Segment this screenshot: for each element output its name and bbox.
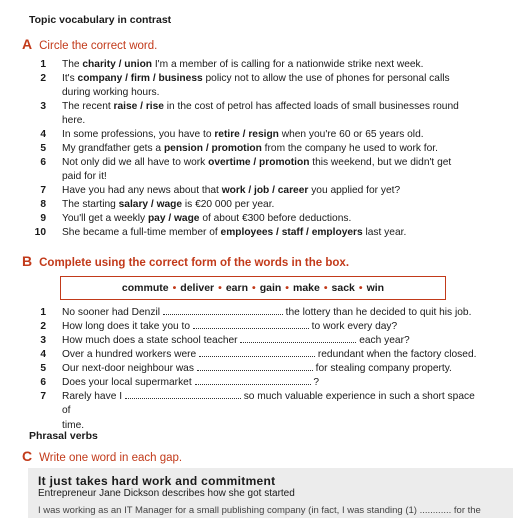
item-text[interactable]: Our next-door neighbour was for stealing company property. bbox=[62, 363, 452, 374]
answer-blank[interactable] bbox=[163, 306, 283, 315]
bullet-separator: • bbox=[218, 282, 222, 294]
item-number: 8 bbox=[40, 199, 46, 210]
item-text[interactable]: In some professions, you have to retire / resign when you're 60 or 65 years old. bbox=[62, 129, 424, 140]
section-a-letter: A bbox=[22, 36, 33, 52]
item-number: 5 bbox=[40, 363, 46, 374]
item-number: 9 bbox=[40, 213, 46, 224]
item-text[interactable]: The recent raise / rise in the cost of petrol has affected loads of small businesses round here. bbox=[62, 101, 459, 127]
item-number: 5 bbox=[40, 143, 46, 154]
answer-blank[interactable] bbox=[197, 362, 313, 371]
word-box bbox=[60, 276, 446, 300]
item-text[interactable]: No sooner had Denzil the lottery than he decided to quit his job. bbox=[62, 307, 472, 318]
word-box-word: make bbox=[292, 282, 320, 294]
item-text[interactable]: You'll get a weekly pay / wage of about €300 before deductions. bbox=[62, 213, 352, 224]
word-box-word: win bbox=[366, 282, 385, 294]
section-c-letter: C bbox=[22, 448, 33, 464]
article-panel bbox=[28, 468, 513, 518]
section-c-title bbox=[22, 448, 182, 464]
item-text[interactable]: It's company / firm / business policy not to allow the use of phones for personal calls during working hours. bbox=[62, 73, 450, 99]
item-number: 2 bbox=[40, 73, 46, 84]
section-c-instruction: Write one word in each gap. bbox=[39, 452, 183, 464]
item-number: 6 bbox=[40, 377, 46, 388]
item-text[interactable]: Have you had any news about that work / job / career you applied for yet? bbox=[62, 185, 401, 196]
item-text[interactable]: How long does it take you to to work every day? bbox=[62, 321, 398, 332]
item-number: 10 bbox=[34, 227, 46, 238]
answer-blank[interactable] bbox=[193, 320, 309, 329]
answer-blank[interactable] bbox=[125, 390, 241, 399]
item-number: 1 bbox=[40, 59, 46, 70]
item-text[interactable]: Does your local supermarket ? bbox=[62, 377, 319, 388]
item-text[interactable]: My grandfather gets a pension / promotion from the company he used to work for. bbox=[62, 143, 438, 154]
answer-blank[interactable] bbox=[195, 376, 311, 385]
phrasal-verbs-heading: Phrasal verbs bbox=[29, 430, 98, 442]
word-box-word: sack bbox=[331, 282, 355, 294]
word-box-word: deliver bbox=[180, 282, 215, 294]
bullet-separator: • bbox=[285, 282, 289, 294]
item-text[interactable]: The starting salary / wage is €20 000 per year. bbox=[62, 199, 275, 210]
item-text[interactable]: How much does a state school teacher each year? bbox=[62, 335, 410, 346]
item-number: 1 bbox=[40, 307, 46, 318]
item-text[interactable]: Over a hundred workers were redundant when the factory closed. bbox=[62, 349, 477, 360]
section-a-instruction: Circle the correct word. bbox=[39, 40, 158, 52]
item-text[interactable]: The charity / union I'm a member of is calling for a nationwide strike next week. bbox=[62, 59, 424, 70]
item-number: 6 bbox=[40, 157, 46, 168]
section-b-letter: B bbox=[22, 253, 33, 269]
article-title: It just takes hard work and commitment bbox=[38, 474, 276, 488]
item-number: 3 bbox=[40, 101, 46, 112]
bullet-separator: • bbox=[323, 282, 328, 294]
item-text[interactable]: Not only did we all have to work overtime / promotion this weekend, but we didn't get paid for it! bbox=[62, 157, 452, 183]
section-b-title bbox=[22, 253, 349, 269]
bullet-separator: • bbox=[172, 282, 177, 294]
item-number: 4 bbox=[40, 349, 46, 360]
article-subtitle: Entrepreneur Jane Dickson describes how she got started bbox=[38, 488, 295, 499]
item-number: 7 bbox=[40, 391, 46, 402]
item-number: 7 bbox=[40, 185, 46, 196]
article-body: I was working as an IT Manager for a small publishing company (in fact, I was standing (1) ............ for the bbox=[38, 505, 481, 516]
word-box-word: gain bbox=[259, 282, 282, 294]
answer-blank[interactable] bbox=[199, 348, 315, 357]
item-text[interactable]: She became a full-time member of employees / staff / employers last year. bbox=[62, 227, 407, 238]
answer-blank[interactable] bbox=[240, 334, 356, 343]
word-box-word: commute bbox=[121, 282, 169, 294]
item-text[interactable]: Rarely have I so much valuable experience in such a short space of time. bbox=[62, 391, 475, 431]
section-a-title bbox=[22, 36, 157, 52]
bullet-separator: • bbox=[358, 282, 363, 294]
section-b-instruction: Complete using the correct form of the words in the box. bbox=[39, 257, 350, 269]
bullet-separator: • bbox=[252, 282, 256, 294]
item-number: 3 bbox=[40, 335, 46, 346]
item-number: 4 bbox=[40, 129, 46, 140]
word-box-word: earn bbox=[225, 282, 249, 294]
topic-heading: Topic vocabulary in contrast bbox=[29, 14, 172, 26]
item-number: 2 bbox=[40, 321, 46, 332]
